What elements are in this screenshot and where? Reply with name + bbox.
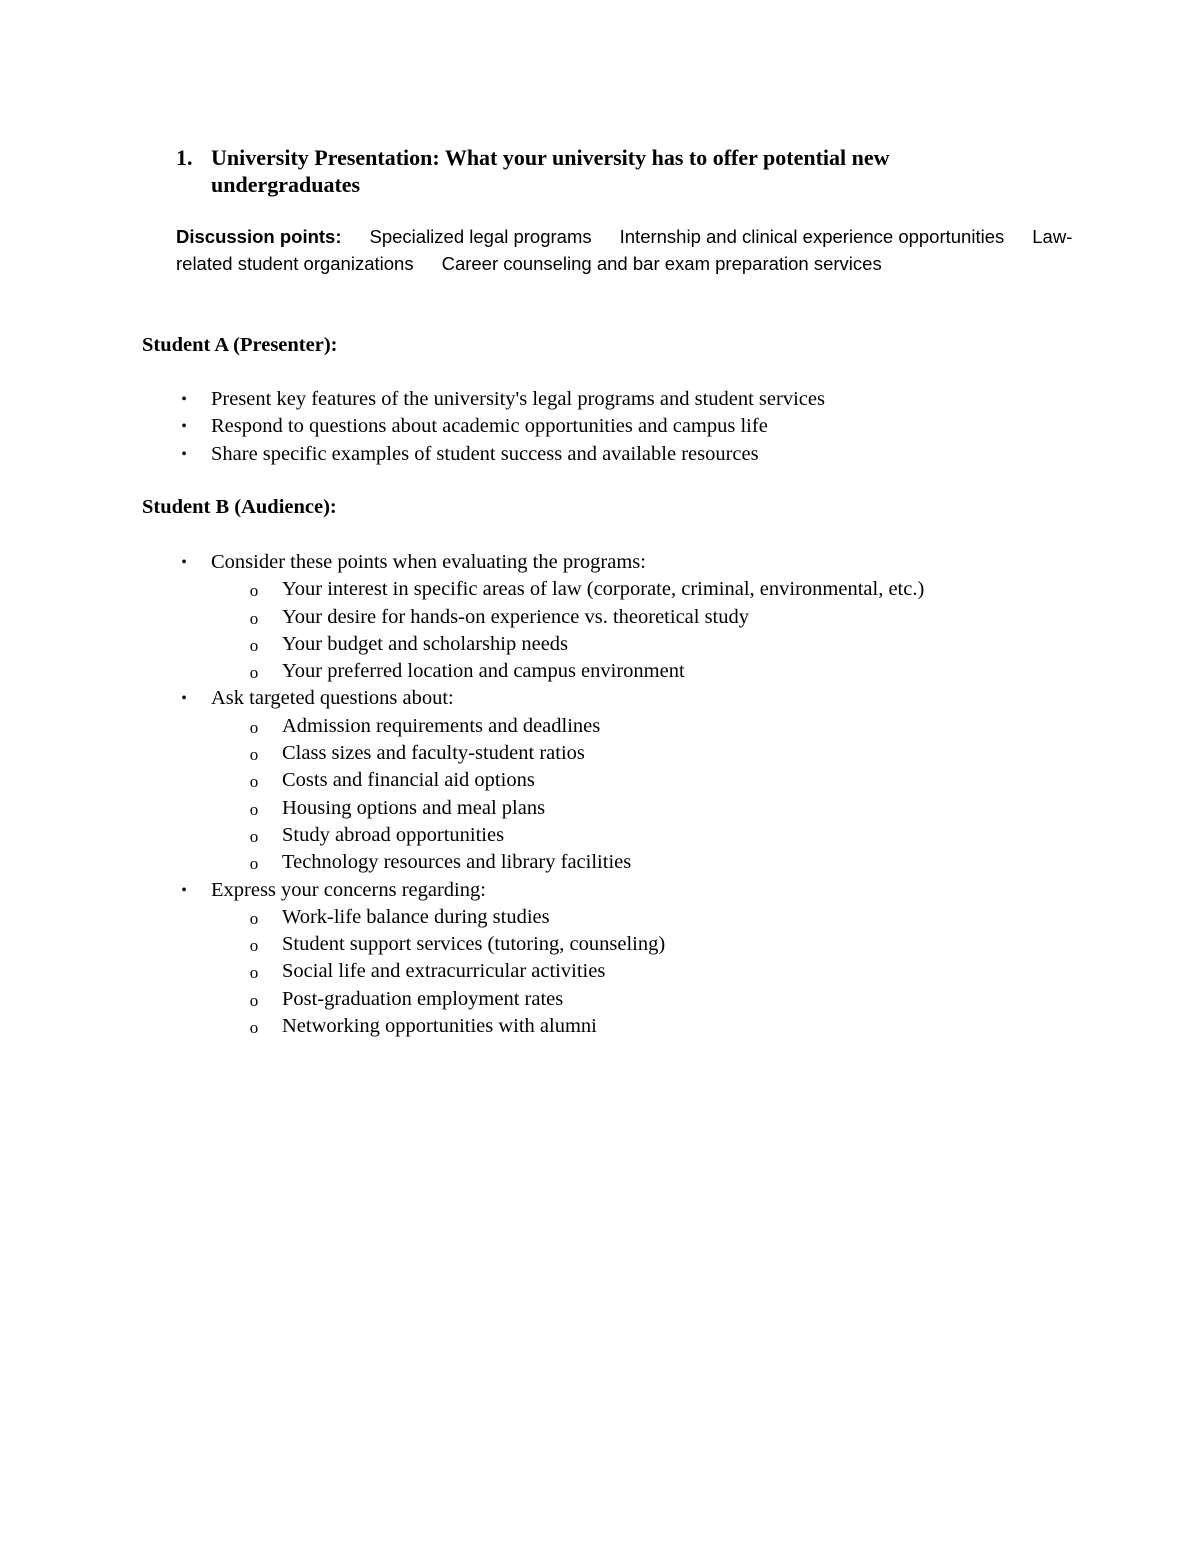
sub-list-item <box>142 958 924 985</box>
sub-list-item <box>142 604 924 631</box>
bullet-marker: • <box>181 881 187 899</box>
sub-list-item <box>142 931 924 958</box>
discussion-point: Internship and clinical experience opportunities <box>619 226 1005 247</box>
sub-list-item-text: Social life and extracurricular activities <box>282 960 606 983</box>
sub-bullet-marker: o <box>249 990 259 1010</box>
sub-list-item <box>142 631 924 658</box>
sub-list-item <box>142 713 924 740</box>
sub-list-item-text: Housing options and meal plans <box>282 796 546 819</box>
sub-list-item-text: Networking opportunities with alumni <box>282 1015 597 1038</box>
sub-bullet-marker: o <box>249 936 259 956</box>
sub-bullet-marker: o <box>249 717 259 737</box>
list-item-text: Respond to questions about academic opportunities and campus life <box>211 415 768 438</box>
student-b-list <box>142 549 924 1040</box>
sub-bullet-marker: o <box>249 826 259 846</box>
list-item <box>142 877 924 1041</box>
sub-list <box>211 713 924 877</box>
sub-list-item <box>142 740 924 767</box>
sub-bullet-marker: o <box>249 963 259 983</box>
sub-list-item <box>142 576 924 603</box>
bullet-marker: • <box>181 418 187 436</box>
sub-bullet-marker: o <box>249 908 259 928</box>
student-b-title: Student B (Audience): <box>142 496 337 518</box>
discussion-points <box>176 224 1076 277</box>
bullet-marker: • <box>181 445 187 463</box>
sub-list-item <box>142 795 924 822</box>
discussion-point: Specialized legal programs <box>369 226 592 247</box>
sub-list-item-text: Your budget and scholarship needs <box>282 632 569 655</box>
sub-bullet-marker: o <box>249 745 259 765</box>
sub-list-item-text: Your interest in specific areas of law (corporate, criminal, environmental, etc.) <box>282 578 925 601</box>
heading-number: 1. <box>176 145 193 170</box>
sub-list-item-text: Costs and financial aid options <box>282 769 535 792</box>
student-a-title: Student A (Presenter): <box>142 334 338 356</box>
sub-list-item <box>142 822 924 849</box>
sub-list-item <box>142 658 924 685</box>
bullet-marker: • <box>181 391 187 408</box>
sub-list-item-text: Student support services (tutoring, counseling) <box>282 933 666 956</box>
list-item-text: Present key features of the university's legal programs and student services <box>211 388 825 410</box>
list-item <box>142 441 825 468</box>
sub-bullet-marker: o <box>249 854 259 874</box>
sub-bullet-marker: o <box>249 608 259 628</box>
sub-list-item <box>142 904 924 931</box>
sub-bullet-marker: o <box>249 663 259 683</box>
list-item-text: Express your concerns regarding: <box>211 878 486 901</box>
sub-list-item-text: Technology resources and library facilities <box>282 851 632 874</box>
sub-bullet-marker: o <box>249 581 259 601</box>
sub-bullet-marker: o <box>249 1018 259 1038</box>
discussion-label: Discussion points: <box>176 226 342 247</box>
student-a-list <box>142 386 825 468</box>
sub-list <box>211 576 924 685</box>
sub-list-item <box>142 767 924 794</box>
sub-list-item <box>142 1013 924 1040</box>
list-item-text: Consider these points when evaluating the programs: <box>211 551 646 573</box>
bullet-marker: • <box>181 690 187 708</box>
list-item-text: Share specific examples of student success and available resources <box>211 442 759 465</box>
sub-list-item-text: Class sizes and faculty-student ratios <box>282 742 585 765</box>
sub-list-item <box>142 986 924 1013</box>
list-item <box>142 413 825 440</box>
bullet-marker: • <box>181 554 187 571</box>
discussion-point: Law-related student organizations <box>176 226 1073 274</box>
heading-title: University Presentation: What your university has to offer potential new undergraduates <box>211 145 890 197</box>
sub-bullet-marker: o <box>249 799 259 819</box>
list-item <box>142 386 825 413</box>
sub-list-item <box>142 849 924 876</box>
list-item-text: Ask targeted questions about: <box>211 687 454 710</box>
sub-bullet-marker: o <box>249 635 259 655</box>
discussion-point: Career counseling and bar exam preparation services <box>441 252 882 274</box>
list-item <box>142 685 924 876</box>
sub-list-item-text: Admission requirements and deadlines <box>282 714 601 737</box>
sub-list-item-text: Study abroad opportunities <box>282 823 505 846</box>
sub-list-item-text: Your preferred location and campus environment <box>282 660 685 683</box>
sub-bullet-marker: o <box>249 772 259 792</box>
sub-list-item-text: Post-graduation employment rates <box>282 987 564 1010</box>
list-item <box>142 549 924 685</box>
sub-list <box>211 904 924 1040</box>
sub-list-item-text: Work-life balance during studies <box>282 905 550 928</box>
sub-list-item-text: Your desire for hands-on experience vs. theoretical study <box>282 605 750 628</box>
